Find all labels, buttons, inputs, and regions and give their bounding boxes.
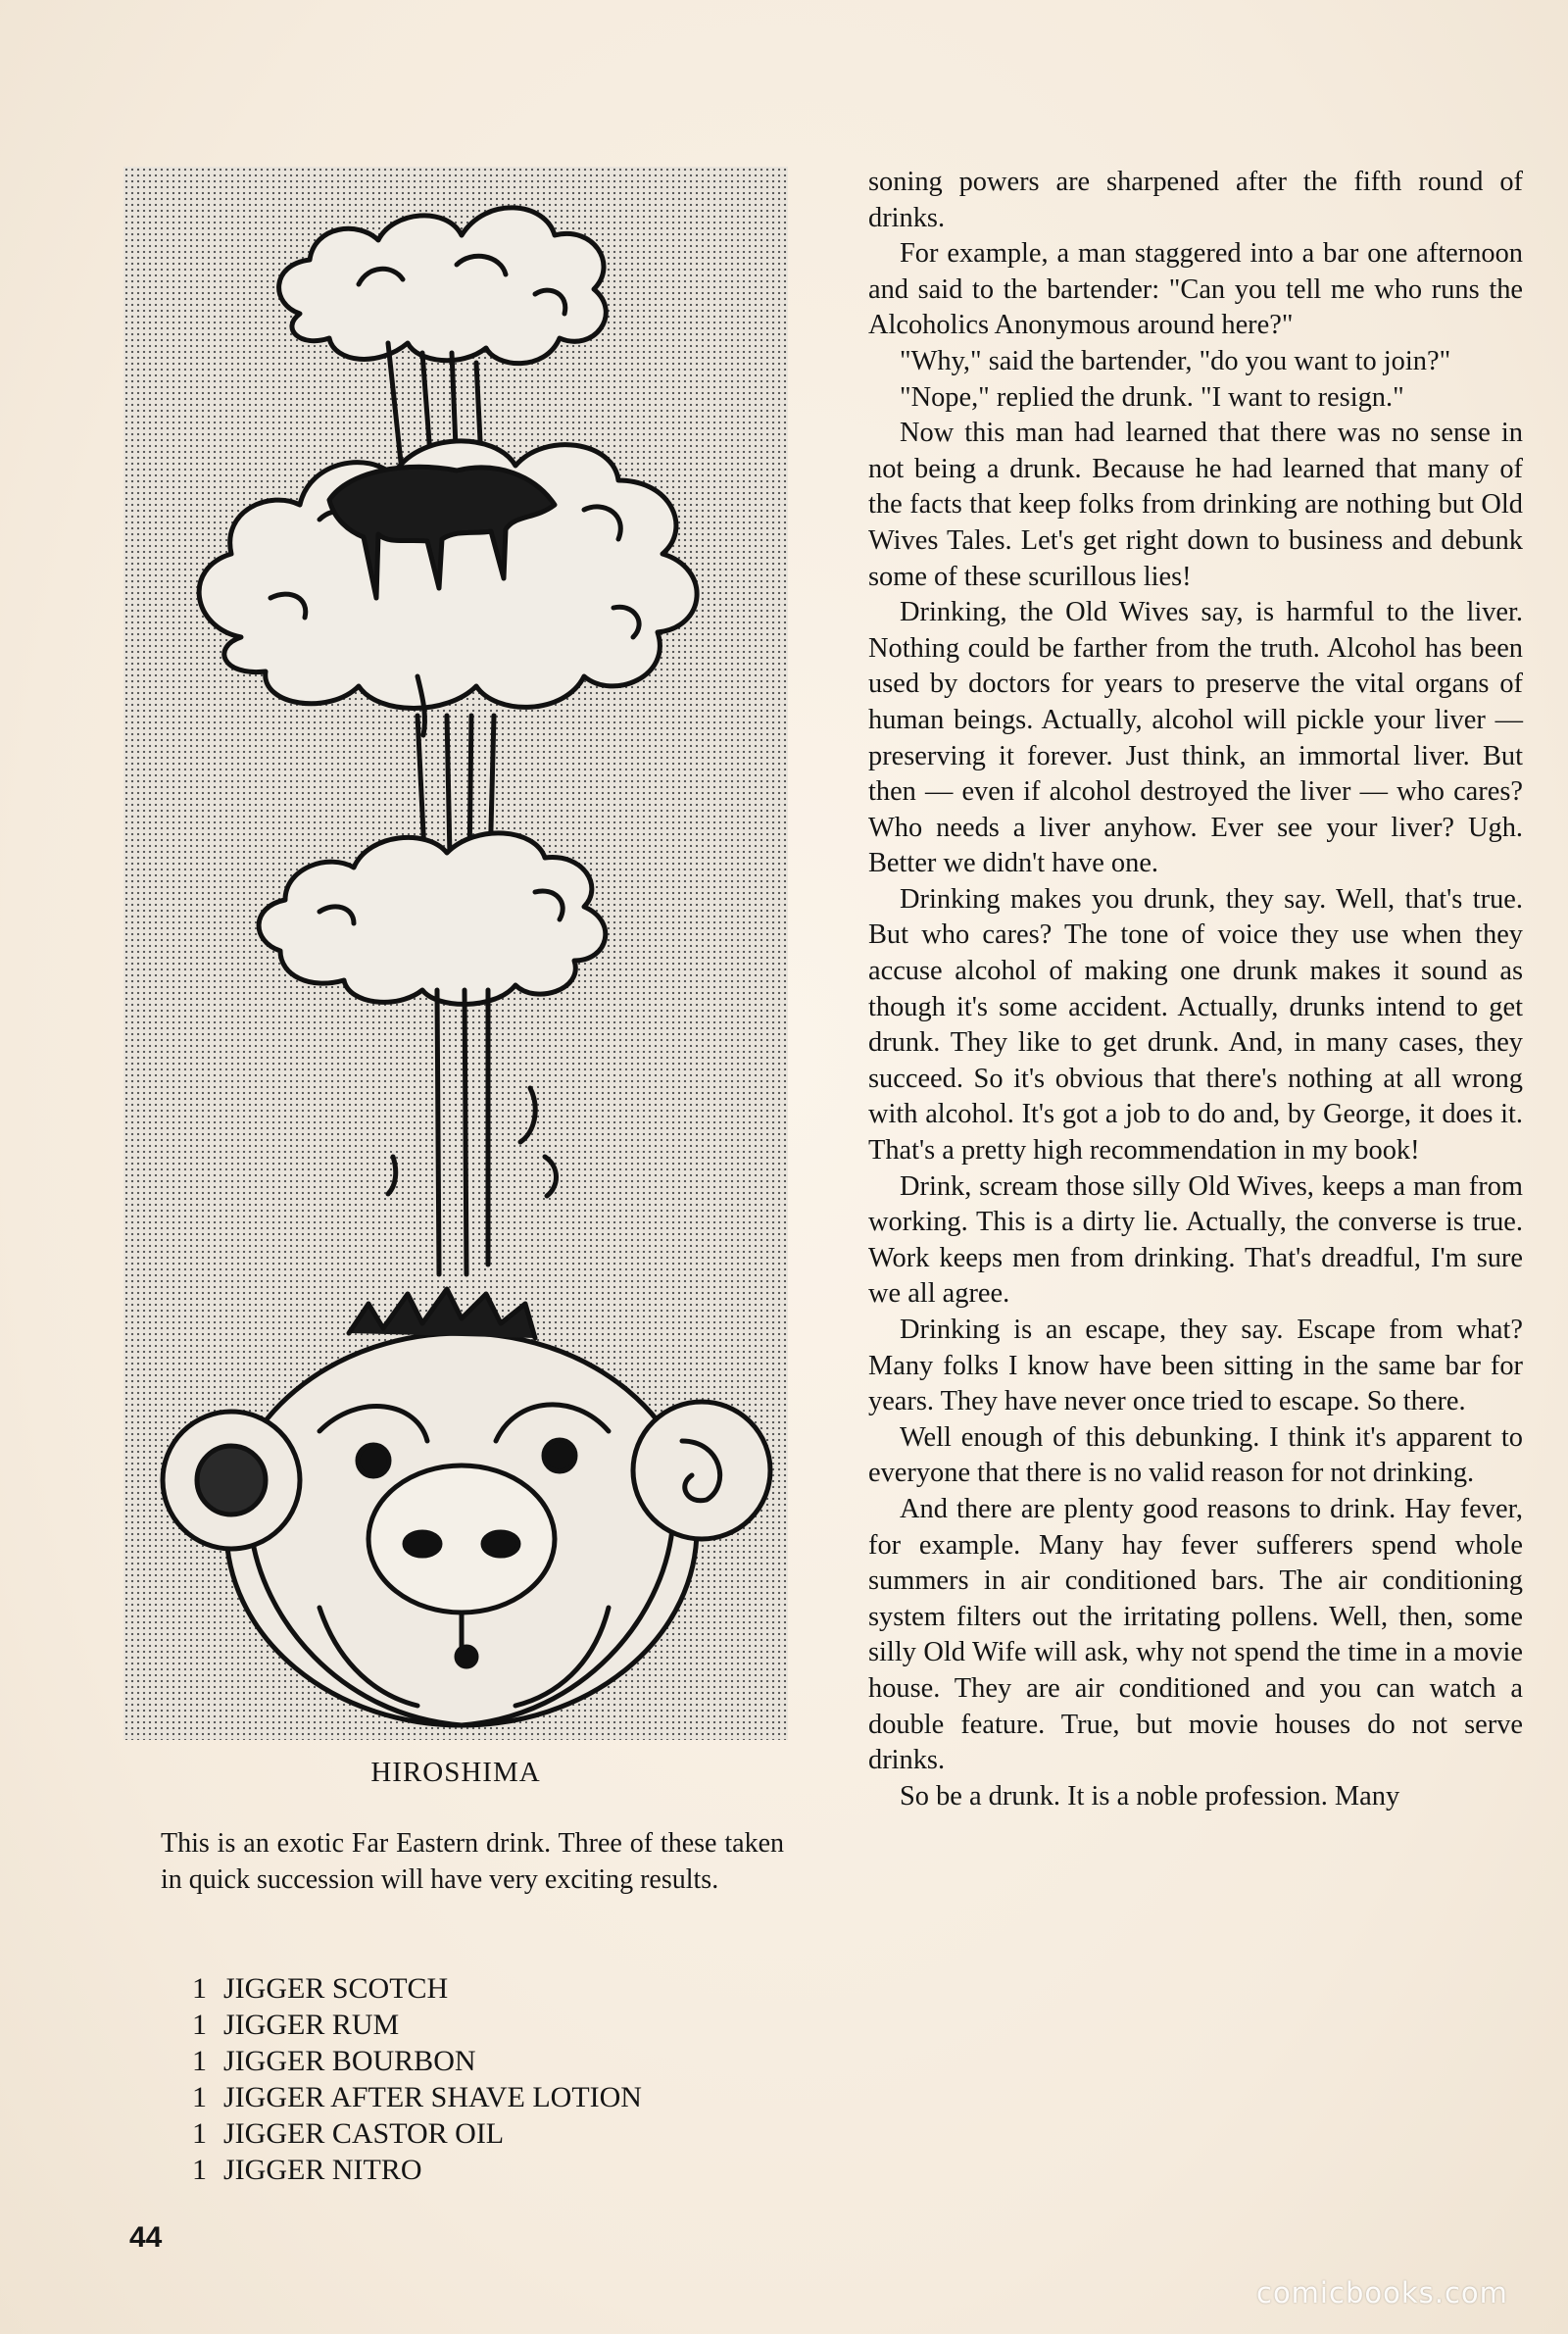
article-paragraph: "Why," said the bartender, "do you want to join?" <box>900 345 1451 376</box>
mushroom-cloud-drawing <box>123 167 788 1740</box>
article-paragraph: soning powers are sharpened after the fifth round of drinks. <box>868 167 1523 233</box>
article-paragraph: Drinking is an escape, they say. Escape from what? Many folks I know have been sitting in the same bar for years. They have never once tried to escape. So there. <box>868 1315 1523 1417</box>
article-paragraph: Drink, scream those silly Old Wives, keeps a man from working. This is a dirty lie. Actually, the converse is true. Work keeps men from drinking. That's dreadful, I'm sure we all agree. <box>868 1170 1523 1310</box>
hiroshima-illustration <box>123 167 788 1740</box>
article-paragraph: For example, a man staggered into a bar one afternoon and said to the bartender: "Can you tell me who runs the Alcoholics Anonymous around here?" <box>868 238 1523 341</box>
ingredients-list <box>192 1970 642 2188</box>
article-paragraph: Well enough of this debunking. I think it's apparent to everyone that there is no valid reason for not drinking. <box>868 1421 1523 1489</box>
article-paragraph: So be a drunk. It is a noble profession. Many <box>900 1780 1400 1812</box>
article-paragraph: Drinking makes you drunk, they say. Well, that's true. But who cares? The tone of voice they use when they accuse alcohol of making one drunk makes it sound as though it's some accident. Actually, drunks intend to get drunk. They like to get drunk. And, in many cases, they succeed. So it's obvious that there's nothing at all wrong with alcohol. It's got a job to do and, by George, it does it. That's a pretty high recommendation in my book! <box>868 883 1523 1167</box>
illustration-caption: HIROSHIMA <box>370 1757 541 1788</box>
article-paragraph: Now this man had learned that there was no sense in not being a drunk. Because he had learned that many of the facts that keep folks from drinking are nothing but Old Wives Tales. Let's get right down to business and debunk some of these scurillous lies! <box>868 418 1523 592</box>
ingredient-item: 1 JIGGER CASTOR OIL <box>192 2117 505 2150</box>
ingredient-item: 1 JIGGER NITRO <box>192 2154 422 2186</box>
ingredient-item: 1 JIGGER AFTER SHAVE LOTION <box>192 2081 642 2113</box>
article-paragraph: Drinking, the Old Wives say, is harmful to the liver. Nothing could be farther from the truth. Alcohol has been used by doctors for years to preserve the vital organs of human beings. Actually, alcohol will pickle your liver — preserving it forever. Just think, an immortal liver. But then — even if alcohol destroyed the liver — who cares? Who needs a liver anyhow. Ever see your liver? Ugh. Better we didn't have one. <box>868 597 1523 879</box>
recipe-description: This is an exotic Far Eastern drink. Three of these taken in quick succession will have very exciting results. <box>161 1828 784 1895</box>
ingredient-item: 1 JIGGER BOURBON <box>192 2045 476 2077</box>
ingredient-item: 1 JIGGER RUM <box>192 2009 400 2041</box>
article-column <box>868 165 1523 1814</box>
ingredient-item: 1 JIGGER SCOTCH <box>192 1972 449 2005</box>
page-number: 44 <box>129 2221 163 2254</box>
article-paragraph: And there are plenty good reasons to drink. Hay fever, for example. Many hay fever sufferers spend whole summers in air conditioned bars. The air conditioning system filters out the irritating pollens. Well, then, some silly Old Wife will ask, why not spend the time in a movie house. They are air conditioned and you can watch a double feature. True, but movie houses do not serve drinks. <box>868 1493 1523 1776</box>
article-paragraph: "Nope," replied the drunk. "I want to resign." <box>900 381 1404 413</box>
site-watermark: comicbooks.com <box>1256 2276 1508 2309</box>
